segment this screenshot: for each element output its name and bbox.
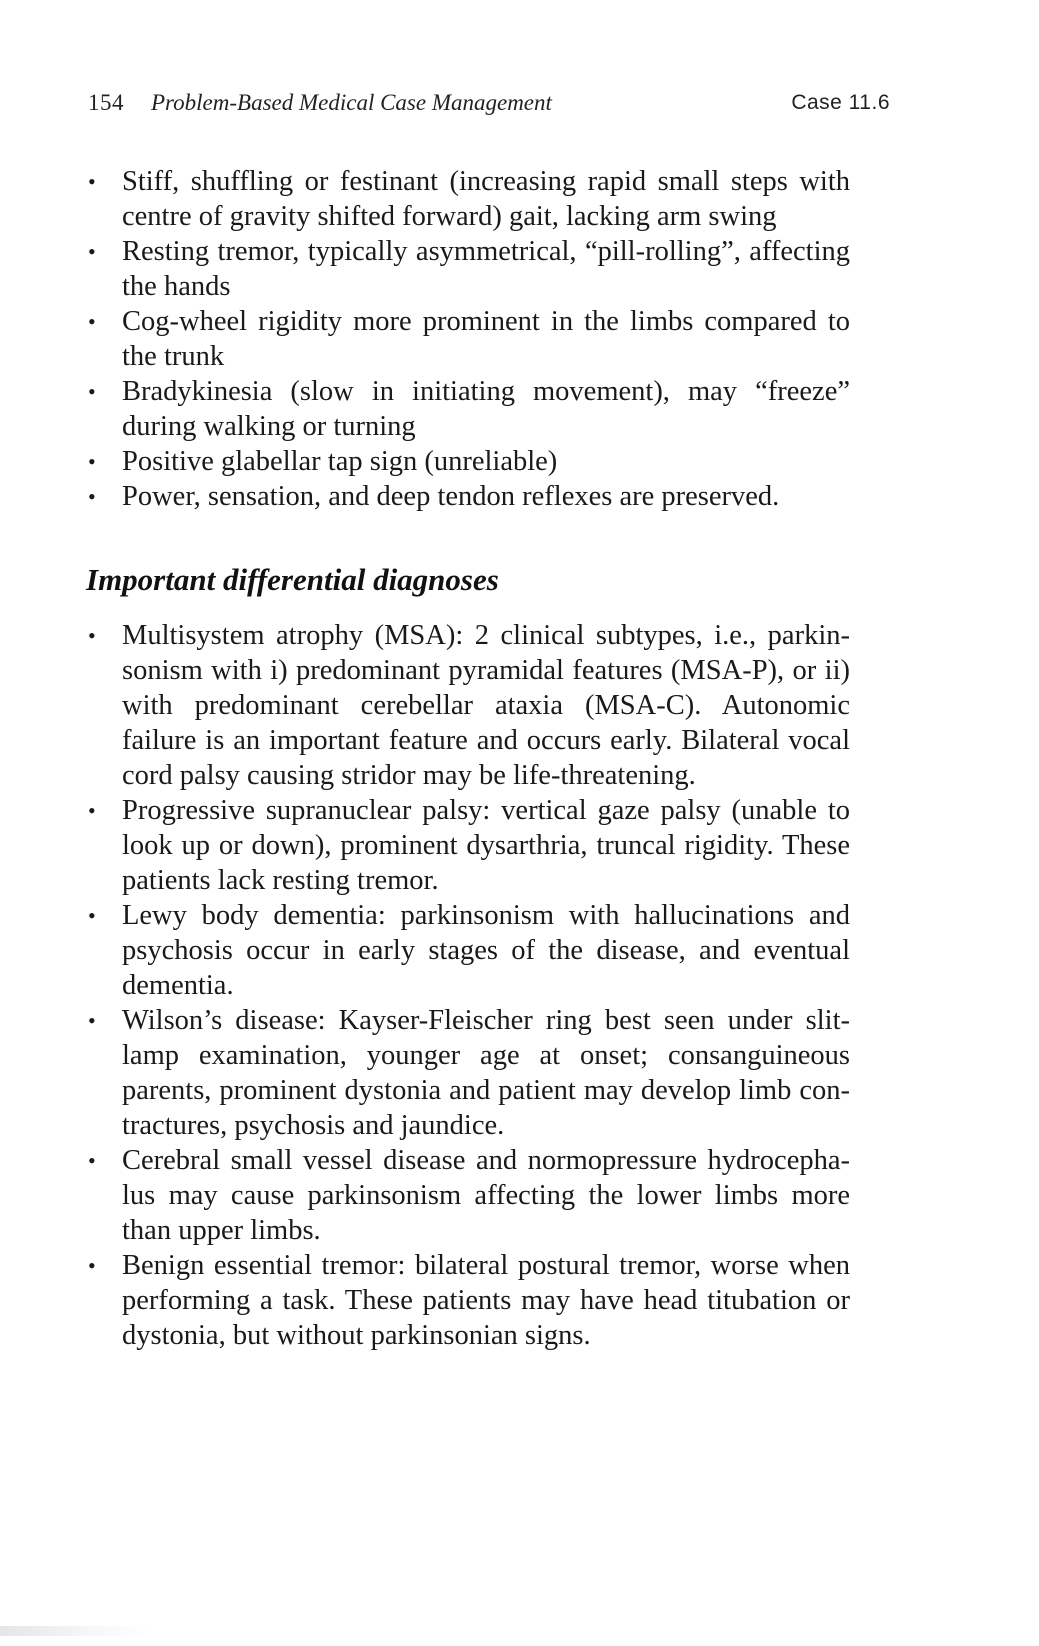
list-item-text: Power, sensation, and deep tendon reflexes are preserved. [122, 481, 780, 512]
list-item [88, 304, 850, 374]
bullet-icon: • [88, 798, 96, 823]
list-item-text: Benign essential tremor: bilateral postural tremor, worse when performing a task. These patients may have head titubation or dystonia, but without parkinsonian signs. [122, 1250, 850, 1351]
running-header [88, 86, 890, 120]
bullet-icon: • [88, 449, 96, 474]
list-item-text: Progressive supranuclear palsy: vertical gaze palsy (unable to look up or down), prominent dysarthria, truncal rigidity. These patients lack resting tremor. [122, 795, 850, 896]
list-item [88, 444, 850, 479]
book-title: Problem-Based Medical Case Management [151, 90, 552, 115]
list-item-text: Bradykinesia (slow in initiating movement), may “freeze” during walking or turning [122, 376, 850, 442]
bullet-icon: • [88, 1253, 96, 1278]
bullet-icon: • [88, 903, 96, 928]
list-item-text: Positive glabellar tap sign (unreliable) [122, 446, 558, 477]
list-item-text: Multisystem atrophy (MSA): 2 clinical subtypes, i.e., parkinsonism with i) predominant pyramidal features (MSA-P), or ii) with predominant cerebellar ataxia (MSA-C). Autonomic failure is an important feature and occurs early. Bilateral vocal cord palsy causing stridor may be life-threatening. [122, 620, 850, 791]
case-label: Case 11.6 [791, 91, 890, 114]
bullet-icon: • [88, 309, 96, 334]
list-item-text: Resting tremor, typically asymmetrical, “pill-rolling”, affecting the hands [122, 236, 850, 302]
list-item-text: Wilson’s disease: Kayser-Fleischer ring best seen under slitlamp examination, younger age at onset; consanguineous parents, prominent dystonia and patient may develop limb contractures, psychosis and jaundice. [122, 1005, 850, 1141]
list-item-text: Cerebral small vessel disease and normopressure hydrocephalus may cause parkinsonism affecting the lower limbs more than upper limbs. [122, 1145, 850, 1246]
bullet-icon: • [88, 379, 96, 404]
bullet-icon: • [88, 1148, 96, 1173]
list-item-text: Stiff, shuffling or festinant (increasing rapid small steps with centre of gravity shifted forward) gait, lacking arm swing [122, 166, 850, 232]
section-heading: Important differential diagnoses [86, 562, 499, 597]
clinical-signs-list [88, 164, 850, 514]
list-item [88, 618, 850, 793]
list-item-text: Cog-wheel rigidity more prominent in the limbs compared to the trunk [122, 306, 850, 372]
list-item [88, 374, 850, 444]
bullet-icon: • [88, 239, 96, 264]
list-item [88, 164, 850, 234]
list-item [88, 898, 850, 1003]
bullet-icon: • [88, 484, 96, 509]
list-item [88, 234, 850, 304]
list-item [88, 1143, 850, 1248]
list-item-text: Lewy body dementia: parkinsonism with hallucinations and psychosis occur in early stages of the disease, and eventual dementia. [122, 900, 850, 1001]
bullet-icon: • [88, 1008, 96, 1033]
list-item [88, 1003, 850, 1143]
differential-diagnoses-list [88, 618, 850, 1353]
list-item [88, 793, 850, 898]
bullet-icon: • [88, 623, 96, 648]
page-number: 154 [88, 90, 124, 115]
bullet-icon: • [88, 169, 96, 194]
list-item [88, 1248, 850, 1353]
scan-artifact [0, 1626, 150, 1636]
list-item [88, 479, 850, 514]
